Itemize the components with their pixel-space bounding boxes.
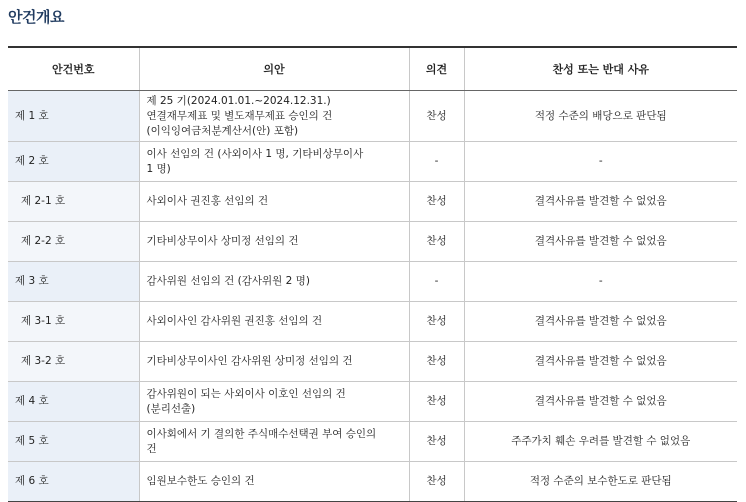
- section-title: 안건개요: [8, 8, 64, 26]
- agenda-number-cell: 제 2-2 호: [8, 222, 139, 262]
- agenda-line: 1 명): [146, 162, 171, 175]
- agenda-number-cell: 제 6 호: [8, 462, 139, 502]
- agenda-line: 기타비상무이사인 감사위원 상미정 선임의 건: [146, 355, 353, 367]
- reason-cell: -: [464, 262, 737, 302]
- agenda-line: 임원보수한도 승인의 건: [146, 475, 255, 487]
- table-row: [8, 422, 737, 462]
- agenda-line: 연결재무제표 및 별도재무제표 승인의 건: [146, 109, 333, 122]
- header-agenda-number: 안건번호: [8, 47, 139, 91]
- agenda-line: 감사위원이 되는 사외이사 이호인 선임의 건: [146, 387, 346, 400]
- header-reason: 찬성 또는 반대 사유: [464, 47, 737, 91]
- agenda-number-cell: 제 3 호: [8, 262, 139, 302]
- table-row: [8, 342, 737, 382]
- agenda-line: 이사회에서 기 결의한 주식매수선택권 부여 승인의: [146, 427, 377, 440]
- opinion-cell: -: [409, 142, 464, 182]
- agenda-cell: [139, 382, 409, 422]
- agenda-cell: [139, 262, 409, 302]
- table-row: [8, 182, 737, 222]
- header-opinion: 의견: [409, 47, 464, 91]
- agenda-number-cell: 제 2 호: [8, 142, 139, 182]
- agenda-cell: [139, 342, 409, 382]
- table-row: [8, 462, 737, 502]
- agenda-line: 감사위원 선임의 건 (감사위원 2 명): [146, 275, 310, 287]
- opinion-cell: 찬성: [409, 302, 464, 342]
- agenda-line: 기타비상무이사 상미정 선임의 건: [146, 235, 299, 247]
- agenda-cell: [139, 422, 409, 462]
- agenda-cell: [139, 91, 409, 142]
- agenda-cell: [139, 182, 409, 222]
- reason-cell: 주주가치 훼손 우려를 발견할 수 없었음: [464, 422, 737, 462]
- table-row: [8, 382, 737, 422]
- agenda-cell: [139, 462, 409, 502]
- agenda-line: 건: [146, 442, 157, 455]
- opinion-cell: 찬성: [409, 422, 464, 462]
- agenda-number-cell: 제 1 호: [8, 91, 139, 142]
- table-row: [8, 91, 737, 142]
- opinion-cell: 찬성: [409, 91, 464, 142]
- reason-cell: 결격사유를 발견할 수 없었음: [464, 342, 737, 382]
- agenda-number-cell: 제 4 호: [8, 382, 139, 422]
- header-agenda: 의안: [139, 47, 409, 91]
- agenda-line: 제 25 기(2024.01.01.~2024.12.31.): [146, 94, 331, 107]
- reason-cell: 결격사유를 발견할 수 없었음: [464, 382, 737, 422]
- reason-cell: 적정 수준의 보수한도로 판단됨: [464, 462, 737, 502]
- agenda-line: (분리선출): [146, 402, 196, 415]
- opinion-cell: -: [409, 262, 464, 302]
- table-row: [8, 262, 737, 302]
- table-row: [8, 302, 737, 342]
- agenda-line: 사외이사인 감사위원 권진홍 선임의 건: [146, 315, 323, 327]
- agenda-cell: [139, 142, 409, 182]
- opinion-cell: 찬성: [409, 462, 464, 502]
- agenda-line: 사외이사 권진홍 선임의 건: [146, 195, 269, 207]
- agenda-cell: [139, 222, 409, 262]
- agenda-cell: [139, 302, 409, 342]
- opinion-cell: 찬성: [409, 222, 464, 262]
- opinion-cell: 찬성: [409, 342, 464, 382]
- table-header-row: [8, 47, 737, 91]
- reason-cell: 결격사유를 발견할 수 없었음: [464, 222, 737, 262]
- agenda-number-cell: 제 5 호: [8, 422, 139, 462]
- agenda-number-cell: 제 2-1 호: [8, 182, 139, 222]
- opinion-cell: 찬성: [409, 182, 464, 222]
- agenda-table: [8, 46, 737, 502]
- agenda-number-cell: 제 3-1 호: [8, 302, 139, 342]
- reason-cell: 결격사유를 발견할 수 없었음: [464, 302, 737, 342]
- opinion-cell: 찬성: [409, 382, 464, 422]
- table-row: [8, 142, 737, 182]
- reason-cell: 결격사유를 발견할 수 없었음: [464, 182, 737, 222]
- agenda-line: 이사 선임의 건 (사외이사 1 명, 기타비상무이사: [146, 147, 364, 160]
- table-row: [8, 222, 737, 262]
- reason-cell: -: [464, 142, 737, 182]
- reason-cell: 적정 수준의 배당으로 판단됨: [464, 91, 737, 142]
- agenda-line: (이익잉여금처분계산서(안) 포함): [146, 124, 299, 137]
- agenda-number-cell: 제 3-2 호: [8, 342, 139, 382]
